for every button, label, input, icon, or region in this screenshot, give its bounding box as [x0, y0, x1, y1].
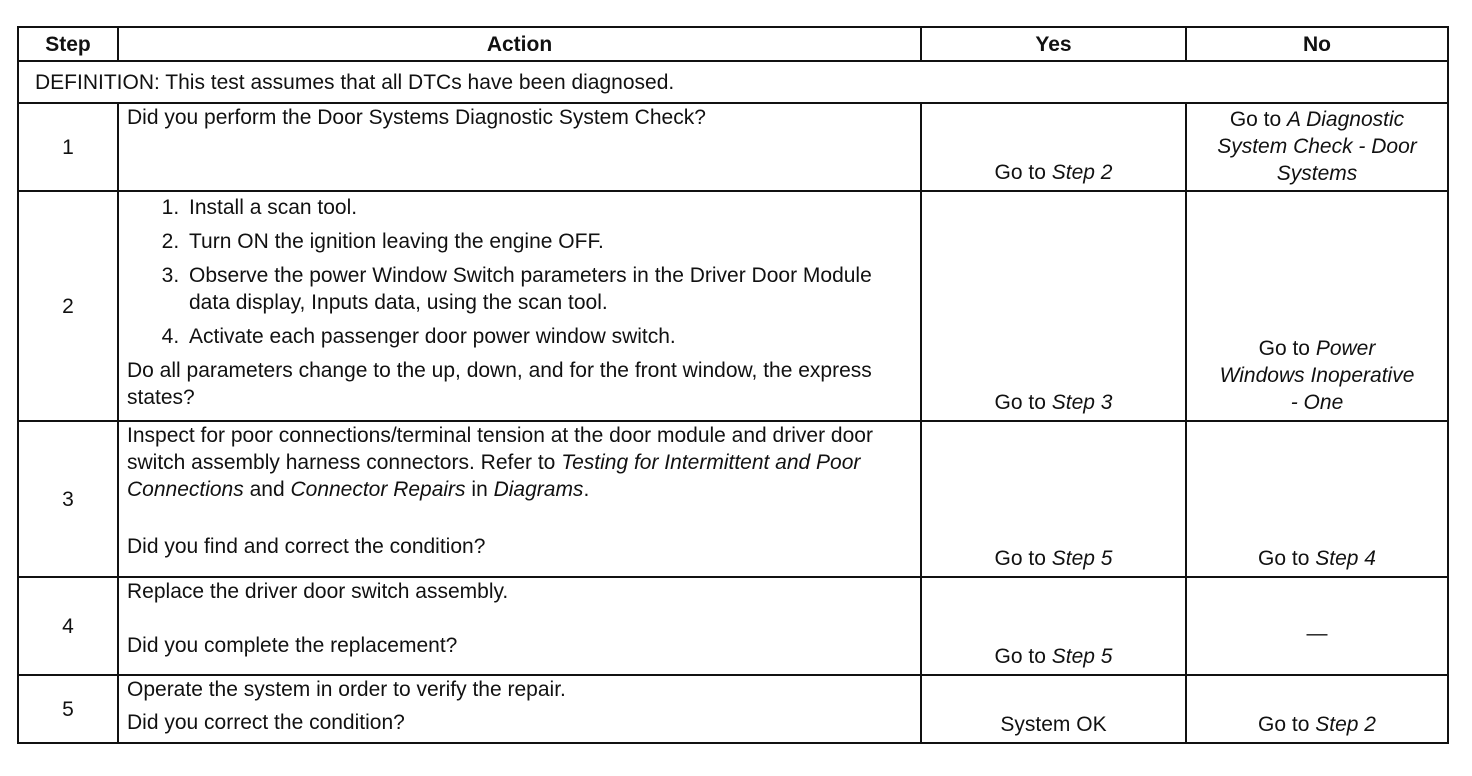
step-number: 3 [18, 421, 118, 577]
action-cell [118, 103, 921, 191]
diagnostic-table [17, 26, 1449, 744]
question-text: Do all parameters change to the up, down, and for the front window, the express states? [127, 359, 872, 409]
yes-link[interactable]: Step 2 [1051, 161, 1113, 184]
no-cell [1186, 103, 1448, 191]
reference-link[interactable]: Connector Repairs [290, 478, 466, 501]
yes-prefix: Go to [994, 391, 1052, 414]
step-number: 1 [18, 103, 118, 191]
step-number: 2 [18, 191, 118, 421]
action-text: Operate the system in order to verify the repair. [127, 678, 566, 701]
no-prefix: Go to [1258, 547, 1316, 570]
no-link[interactable]: Power Windows Inoperative - One [1219, 337, 1415, 414]
list-item: 1. Install a scan tool. [185, 194, 912, 221]
no-link[interactable]: A Diagnostic System Check - Door Systems [1217, 108, 1417, 185]
header-step: Step [18, 27, 118, 61]
yes-link[interactable]: Step 3 [1051, 391, 1113, 414]
no-cell [1186, 577, 1448, 675]
no-cell [1186, 191, 1448, 421]
yes-link[interactable]: Step 5 [1051, 547, 1113, 570]
no-prefix: Go to [1229, 108, 1288, 131]
list-item: 3. Observe the power Window Switch parameters in the Driver Door Module data display, Inputs data, using the scan tool. [185, 262, 912, 316]
definition-text: DEFINITION: This test assumes that all DTCs have been diagnosed. [18, 61, 1448, 103]
action-cell [118, 191, 921, 421]
no-cell [1186, 675, 1448, 743]
yes-cell [921, 103, 1186, 191]
yes-cell [921, 421, 1186, 577]
no-cell [1186, 421, 1448, 577]
yes-link[interactable]: Step 5 [1051, 645, 1113, 668]
yes-cell [921, 675, 1186, 743]
step-number: 4 [18, 577, 118, 675]
reference-link[interactable]: Testing for Intermittent and Poor Connections [127, 451, 861, 501]
yes-prefix: Go to [994, 161, 1052, 184]
table-row [18, 421, 1448, 577]
list-item: 2. Turn ON the ignition leaving the engine OFF. [185, 228, 912, 255]
list-item: 4. Activate each passenger door power window switch. [185, 323, 912, 350]
no-prefix: Go to [1258, 337, 1316, 360]
definition-row [18, 61, 1448, 103]
yes-prefix: Go to [994, 547, 1052, 570]
no-dash: — [1306, 621, 1328, 645]
question-text: Did you find and correct the condition? [127, 535, 486, 558]
question-text: Did you complete the replacement? [127, 634, 458, 657]
action-cell [118, 675, 921, 743]
header-action: Action [118, 27, 921, 61]
table-row [18, 191, 1448, 421]
yes-text: System OK [1000, 713, 1107, 736]
table-row [18, 577, 1448, 675]
header-yes: Yes [921, 27, 1186, 61]
table-row [18, 103, 1448, 191]
header-row [18, 27, 1448, 61]
no-link[interactable]: Step 4 [1315, 547, 1376, 570]
yes-cell [921, 577, 1186, 675]
yes-prefix: Go to [994, 645, 1052, 668]
action-text: Inspect for poor connections/terminal tension at the door module and driver door switch assembly harness connectors. Refer to Testing for Intermittent and Poor Connections and Connector Repairs in Diagrams. [127, 424, 873, 501]
action-text: Replace the driver door switch assembly. [127, 580, 509, 603]
header-no: No [1186, 27, 1448, 61]
yes-cell [921, 191, 1186, 421]
action-cell [118, 421, 921, 577]
instruction-list [127, 194, 912, 350]
question-text: Did you correct the condition? [127, 711, 405, 734]
table-row [18, 675, 1448, 743]
reference-link[interactable]: Diagrams [493, 478, 584, 501]
step-number: 5 [18, 675, 118, 743]
action-text: Did you perform the Door Systems Diagnostic System Check? [127, 106, 706, 129]
no-prefix: Go to [1258, 713, 1316, 736]
no-link[interactable]: Step 2 [1315, 713, 1376, 736]
action-cell [118, 577, 921, 675]
